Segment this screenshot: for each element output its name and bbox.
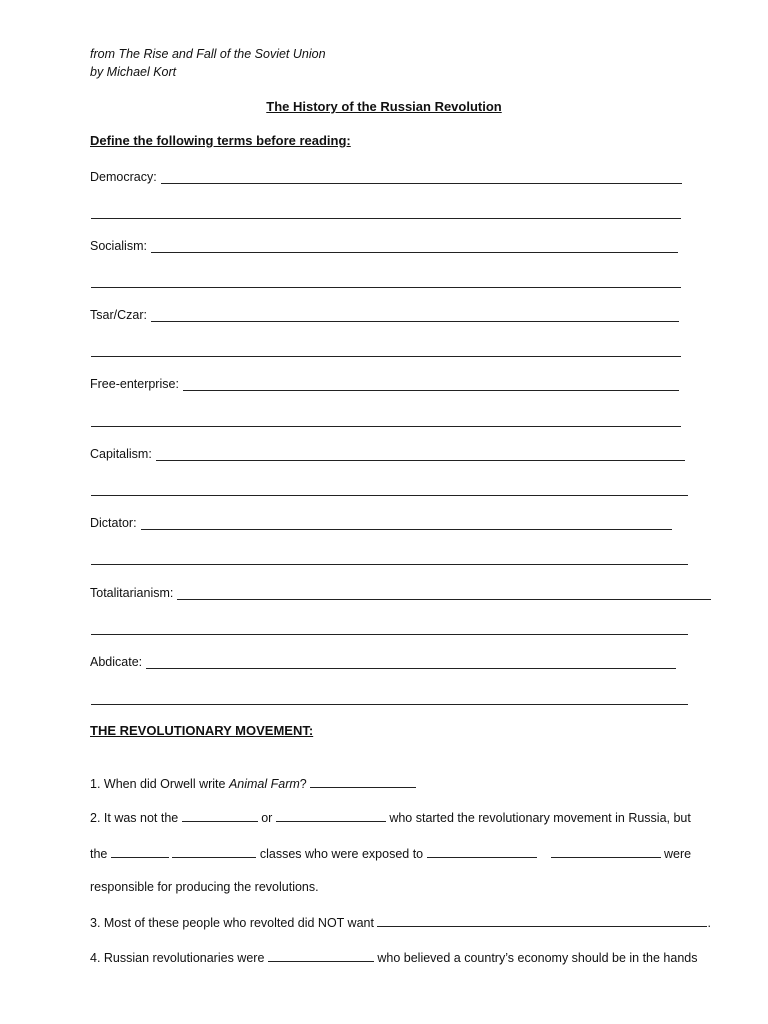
definition-continuation-line[interactable] <box>91 217 681 219</box>
term-row-abdicate <box>90 653 676 669</box>
answer-blank[interactable] <box>268 950 374 962</box>
question-text: who believed a country’s economy should be in the hands <box>377 951 698 965</box>
question-3 <box>90 915 711 930</box>
definition-continuation-line[interactable] <box>91 633 688 635</box>
answer-blank[interactable] <box>276 810 386 822</box>
term-row-dictator <box>90 514 672 530</box>
definition-continuation-line[interactable] <box>91 494 688 496</box>
question-text: 2. It was not the <box>90 811 179 825</box>
definition-blank[interactable] <box>151 309 679 322</box>
term-label: Democracy: <box>90 170 157 184</box>
book-title: Animal Farm <box>228 777 300 791</box>
term-row-totalitarianism <box>90 584 711 600</box>
definition-continuation-line[interactable] <box>91 563 688 565</box>
answer-blank[interactable] <box>182 810 258 822</box>
definition-blank[interactable] <box>177 587 711 600</box>
term-label: Capitalism: <box>90 447 152 461</box>
answer-blank[interactable] <box>427 846 537 858</box>
question-text: classes who were exposed to <box>259 847 424 861</box>
definition-continuation-line[interactable] <box>91 286 681 288</box>
instructions-heading: Define the following terms before reading: <box>90 133 351 148</box>
definition-continuation-line[interactable] <box>91 425 681 427</box>
definition-blank[interactable] <box>161 171 682 184</box>
term-row-socialism <box>90 237 678 253</box>
question-text: or <box>261 811 273 825</box>
question-text: ? <box>299 777 307 791</box>
question-text: 4. Russian revolutionaries were <box>90 951 265 965</box>
source-title: from The Rise and Fall of the Soviet Union <box>90 47 326 61</box>
term-label: Abdicate: <box>90 655 143 669</box>
term-row-democracy <box>90 168 682 184</box>
page-title: The History of the Russian Revolution <box>266 99 502 114</box>
definition-blank[interactable] <box>183 378 679 391</box>
term-row-free-enterprise <box>90 375 679 391</box>
question-text: . <box>707 916 711 930</box>
answer-blank[interactable] <box>111 846 169 858</box>
answer-blank[interactable] <box>377 915 707 927</box>
answer-blank[interactable] <box>551 846 661 858</box>
term-label: Tsar/Czar: <box>90 308 147 322</box>
definition-blank[interactable] <box>146 656 676 669</box>
term-label: Socialism: <box>90 239 147 253</box>
question-text: were <box>664 847 692 861</box>
question-text: 3. Most of these people who revolted did NOT want <box>90 916 374 930</box>
answer-blank[interactable] <box>172 846 256 858</box>
term-label: Totalitarianism: <box>90 586 174 600</box>
answer-blank[interactable] <box>310 776 416 788</box>
question-1 <box>90 776 416 791</box>
term-row-tsar <box>90 306 679 322</box>
definition-continuation-line[interactable] <box>91 355 681 357</box>
definition-blank[interactable] <box>151 240 678 253</box>
question-4 <box>90 950 697 965</box>
source-author: by Michael Kort <box>90 65 177 79</box>
term-row-capitalism <box>90 445 685 461</box>
definition-continuation-line[interactable] <box>91 703 688 705</box>
question-text: who started the revolutionary movement in Russia, but <box>389 811 691 825</box>
definition-blank[interactable] <box>156 448 685 461</box>
term-label: Free-enterprise: <box>90 377 179 391</box>
term-label: Dictator: <box>90 516 137 530</box>
question-text: the <box>90 847 108 861</box>
question-2-line-3: responsible for producing the revolutions. <box>90 880 319 894</box>
section-heading: THE REVOLUTIONARY MOVEMENT: <box>90 723 314 738</box>
definition-blank[interactable] <box>141 517 672 530</box>
question-2-line-2 <box>90 846 691 861</box>
question-2-line-1 <box>90 810 691 825</box>
question-text: 1. When did Orwell write <box>90 777 229 791</box>
